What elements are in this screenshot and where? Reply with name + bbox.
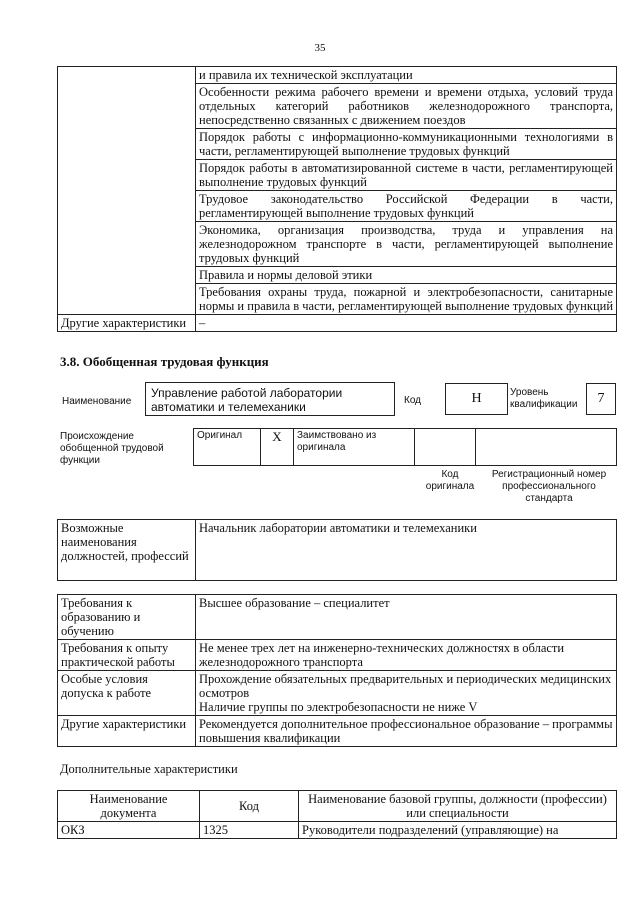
table-row: Экономика, организация производства, труда и управления на железнодорожном транспорте в части, регламентирующей выполнение трудовых функций	[196, 222, 617, 267]
additional-title: Дополнительные характеристики	[60, 762, 238, 776]
positions-table	[57, 519, 617, 581]
other-req-label: Другие характеристики	[58, 716, 196, 747]
origin-label: Происхождение обобщенной трудовой функции	[60, 431, 164, 466]
page-number: 35	[314, 42, 326, 54]
other-req-value: Рекомендуется дополнительное профессиональное образование – программы повышения квалификации	[196, 716, 617, 747]
table-row: Трудовое законодательство Российской Федерации в части, регламентирующей выполнение трудовых функций	[196, 191, 617, 222]
header-group: Наименование базовой группы, должности (профессии) или специальности	[299, 791, 617, 822]
knowledge-table	[57, 66, 617, 332]
other-characteristics-value: –	[196, 315, 617, 332]
header-code: Код	[200, 791, 299, 822]
code-value-box: H	[445, 383, 508, 415]
origin-reg-cell	[476, 429, 617, 466]
positions-label: Возможные наименования должностей, профессий	[58, 520, 196, 581]
table-row: Правила и нормы деловой этики	[196, 267, 617, 284]
code-caption: Код оригинала	[425, 469, 475, 492]
experience-value: Не менее трех лет на инженерно-технических должностях в области железнодорожного транспорта	[196, 640, 617, 671]
code-label: Код	[404, 395, 422, 406]
level-value-box: 7	[586, 383, 616, 415]
section-title: 3.8. Обобщенная трудовая функция	[60, 354, 269, 369]
code-cell: 1325	[200, 822, 299, 839]
borrowed-label: Заимствовано из оригинала	[294, 429, 415, 466]
table-left-cell	[58, 67, 196, 84]
experience-label: Требования к опыту практической работы	[58, 640, 196, 671]
original-mark: X	[261, 429, 294, 466]
header-doc: Наименование документа	[58, 791, 200, 822]
other-characteristics-label: Другие характеристики	[58, 315, 196, 332]
table-row: Порядок работы с информационно-коммуникационными технологиями в части, регламентирующей выполнение трудовых функций	[196, 129, 617, 160]
admission-label: Особые условия допуска к работе	[58, 671, 196, 716]
function-name-box: Управление работой лаборатории автоматики и телемеханики	[145, 382, 395, 416]
table-row: Требования охраны труда, пожарной и электробезопасности, санитарные нормы и правила в части, регламентирующей выполнение трудовых функций	[196, 284, 617, 315]
positions-value: Начальник лаборатории автоматики и телемеханики	[196, 520, 617, 581]
admission-value	[196, 671, 617, 716]
education-label: Требования к образованию и обучению	[58, 595, 196, 640]
level-label: Уровень квалификации	[510, 387, 578, 410]
education-value: Высшее образование – специалитет	[196, 595, 617, 640]
additional-table	[57, 790, 617, 839]
table-row: Порядок работы в автоматизированной системе в части, регламентирующей выполнение трудовых функций	[196, 160, 617, 191]
admission-value-line: Наличие группы по электробезопасности не ниже V	[199, 700, 478, 714]
admission-value-line: Прохождение обязательных предварительных и периодических медицинских осмотров	[199, 672, 612, 700]
original-label: Оригинал	[194, 429, 261, 466]
group-cell: Руководители подразделений (управляющие) на	[299, 822, 617, 839]
requirements-table	[57, 594, 617, 747]
origin-code-cell	[415, 429, 476, 466]
name-label: Наименование	[62, 396, 132, 407]
reg-number-caption: Регистрационный номер профессионального стандарта	[491, 469, 607, 504]
origin-table	[193, 428, 617, 466]
table-row: Особенности режима рабочего времени и времени отдыха, условий труда отдельных категорий работников железнодорожного транспорта, непосредственно связанных с движением поездов	[196, 84, 617, 129]
table-row: и правила их технической эксплуатации	[196, 67, 617, 84]
doc-cell: ОКЗ	[58, 822, 200, 839]
